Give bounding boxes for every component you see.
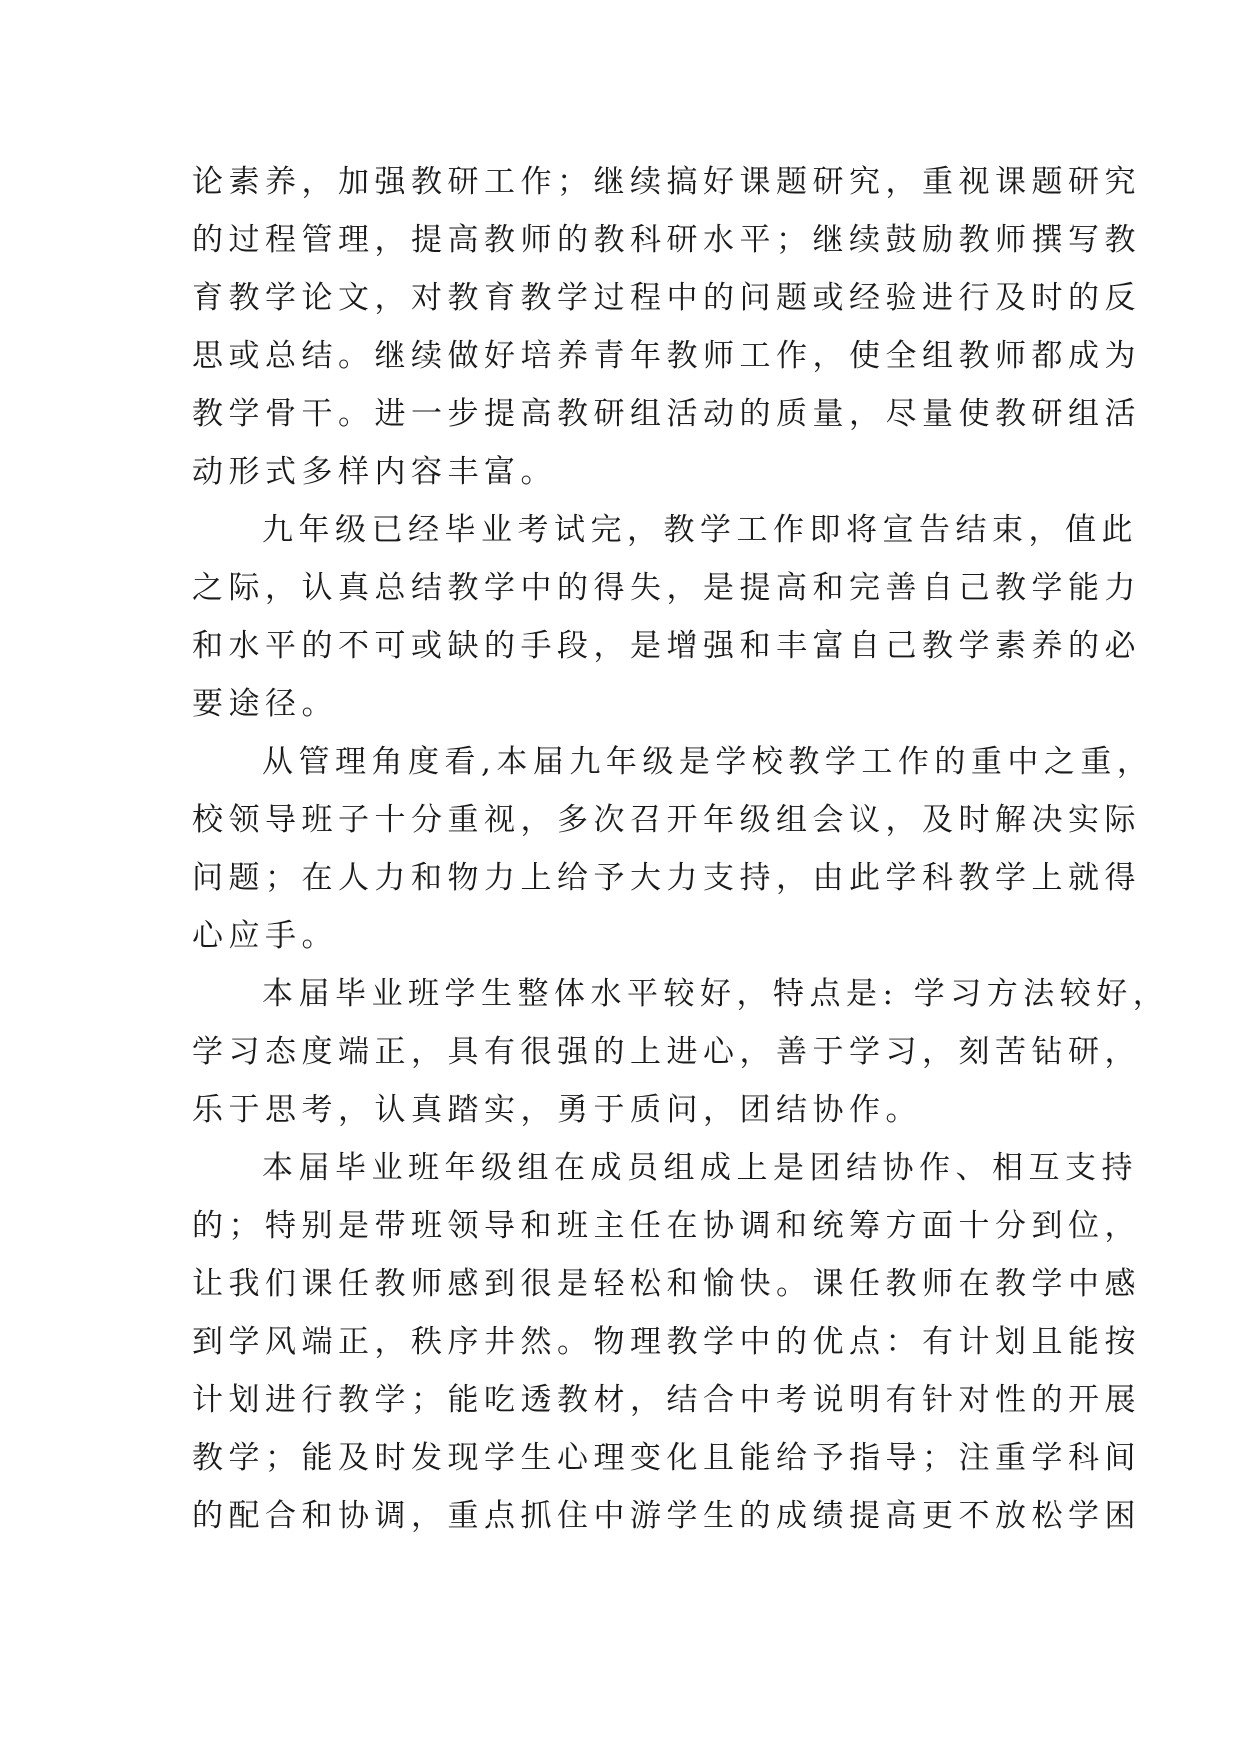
text-line: 要途径。 [192, 686, 338, 722]
text-line: 思或总结。继续做好培养青年教师工作，使全组教师都成为 [192, 338, 1141, 374]
text-line: 的；特别是带班领导和班主任在协调和统筹方面十分到位， [192, 1208, 1141, 1244]
paragraph-5 [192, 1139, 1141, 1545]
text-line: 到学风端正，秩序井然。物理教学中的优点：有计划且能按 [192, 1324, 1141, 1360]
text-line: 的过程管理，提高教师的教科研水平；继续鼓励教师撰写教 [192, 222, 1141, 258]
text-line: 动形式多样内容丰富。 [192, 454, 557, 490]
text-line: 学习态度端正，具有很强的上进心，善于学习，刻苦钻研， [192, 1034, 1141, 1070]
text-line: 让我们课任教师感到很是轻松和愉快。课任教师在教学中感 [192, 1266, 1141, 1302]
paragraph-1 [192, 153, 1141, 501]
text-line: 之际，认真总结教学中的得失，是提高和完善自己教学能力 [192, 570, 1141, 606]
paragraph-4 [192, 965, 1170, 1139]
text-line: 从管理角度看,本届九年级是学校教学工作的重中之重， [262, 744, 1154, 780]
text-line: 论素养，加强教研工作；继续搞好课题研究，重视课题研究 [192, 164, 1141, 200]
text-line: 本届毕业班学生整体水平较好，特点是: 学习方法较好， [262, 976, 1170, 1012]
document-body [192, 153, 1170, 1545]
text-line: 计划进行教学；能吃透教材，结合中考说明有针对性的开展 [192, 1382, 1141, 1418]
paragraph-2 [192, 501, 1141, 733]
text-line: 乐于思考，认真踏实，勇于质问，团结协作。 [192, 1092, 922, 1128]
text-line: 教学骨干。进一步提高教研组活动的质量，尽量使教研组活 [192, 396, 1141, 432]
text-line: 心应手。 [192, 918, 338, 954]
text-line: 和水平的不可或缺的手段，是增强和丰富自己教学素养的必 [192, 628, 1141, 664]
text-line: 九年级已经毕业考试完，教学工作即将宣告结束，值此 [262, 512, 1138, 548]
text-line: 的配合和协调，重点抓住中游学生的成绩提高更不放松学困 [192, 1498, 1141, 1534]
text-line: 育教学论文，对教育教学过程中的问题或经验进行及时的反 [192, 280, 1141, 316]
text-line: 校领导班子十分重视，多次召开年级组会议，及时解决实际 [192, 802, 1141, 838]
text-line: 本届毕业班年级组在成员组成上是团结协作、相互支持 [262, 1150, 1138, 1186]
paragraph-3 [192, 733, 1154, 965]
text-line: 问题；在人力和物力上给予大力支持，由此学科教学上就得 [192, 860, 1141, 896]
text-line: 教学；能及时发现学生心理变化且能给予指导；注重学科间 [192, 1440, 1141, 1476]
